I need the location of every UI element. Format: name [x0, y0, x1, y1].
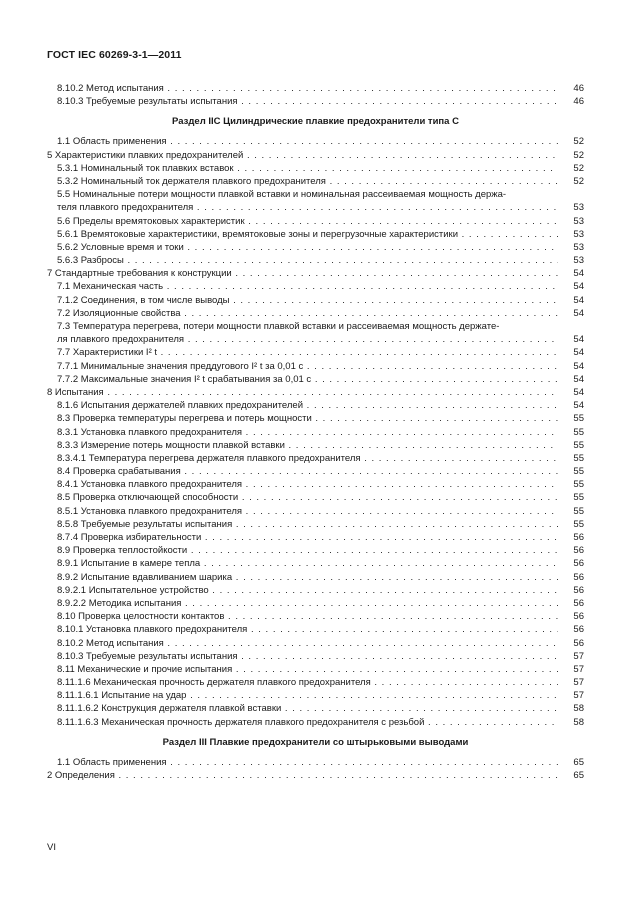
toc-entry[interactable]: [47, 769, 584, 782]
toc-entry-label: 8.5.1 Установка плавкого предохранителя . . .: [57, 505, 558, 518]
toc-entry-label: 8.3.3 Измерение потерь мощности плавкой вставки . . .: [57, 439, 558, 452]
toc-entry[interactable]: [47, 426, 584, 439]
toc-entry[interactable]: [47, 689, 584, 702]
toc-entry[interactable]: [47, 650, 584, 663]
toc-entry-label: 8.9.2.1 Испытательное устройство . . .: [57, 584, 558, 597]
toc-entry-label: 8.9 Проверка теплостойкости . . .: [57, 544, 558, 557]
toc-entry-label: 8.11.1.6 Механическая прочность держателя плавкого предохранителя . . .: [57, 676, 558, 689]
page-number: VI: [47, 842, 56, 853]
toc-entry[interactable]: [47, 557, 584, 570]
toc-entry[interactable]: [47, 360, 584, 373]
toc-entry[interactable]: [47, 716, 584, 729]
toc-entry-page: 58: [558, 702, 584, 715]
toc-entry-label: 8.5 Проверка отключающей способности . . .: [57, 491, 558, 504]
toc-entry-label: 7.3 Температура перегрева, потери мощности плавкой вставки и рассеиваемая мощность держате-: [57, 321, 500, 332]
toc-entry-label: 8.10.2 Метод испытания . . .: [57, 82, 558, 95]
toc-entry-label: 8.5.8 Требуемые результаты испытания . . .: [57, 518, 558, 531]
toc-entry[interactable]: [47, 610, 584, 623]
toc-entry[interactable]: [47, 505, 584, 518]
toc-entry[interactable]: [47, 676, 584, 689]
toc-entry-label: 5.6.2 Условные время и токи . . .: [57, 241, 558, 254]
toc-entry-page: 46: [558, 82, 584, 95]
toc-entry[interactable]: [47, 571, 584, 584]
toc-entry[interactable]: [47, 399, 584, 412]
toc-entry-page: 55: [558, 518, 584, 531]
toc-entry-label: теля плавкого предохранителя . . .: [57, 201, 558, 214]
toc-entry[interactable]: [47, 162, 584, 175]
toc-entry[interactable]: [47, 584, 584, 597]
toc-entry[interactable]: [47, 280, 584, 293]
toc-entry-label: 8.1.6 Испытания держателей плавких предохранителей . . .: [57, 399, 558, 412]
toc-entry-page: 54: [558, 267, 584, 280]
toc-entry-label: 7.2 Изоляционные свойства . . .: [57, 307, 558, 320]
toc-entry-label: 8.3.4.1 Температура перегрева держателя плавкого предохранителя . . .: [57, 452, 558, 465]
toc-entry[interactable]: [47, 241, 584, 254]
toc-entry[interactable]: [47, 201, 584, 214]
toc-entry-page: 46: [558, 95, 584, 108]
toc-entry-page: 57: [558, 650, 584, 663]
toc-entry-label: 5.5 Номинальные потери мощности плавкой вставки и номинальная рассеиваемая мощность держа-: [57, 189, 507, 201]
toc-entry-label: 8.3 Проверка температуры перегрева и потерь мощности . . .: [57, 412, 558, 425]
toc-entry-page: 53: [558, 228, 584, 241]
toc-entry-label: 5.6.1 Времятоковые характеристики, времятоковые зоны и перегрузочные характеристики . . .: [57, 228, 558, 241]
toc-entry[interactable]: [47, 149, 584, 162]
toc-entry-label: 7 Стандартные требования к конструкции . . .: [47, 267, 558, 280]
toc-entry-label: 8.10 Проверка целостности контактов . . .: [57, 610, 558, 623]
toc-entry[interactable]: [47, 175, 584, 188]
toc-entry-page: 52: [558, 149, 584, 162]
toc-entry-page: 52: [558, 162, 584, 175]
document-header: ГОСТ IEC 60269-3-1—2011: [47, 49, 182, 61]
toc-entry-label: 8.10.2 Метод испытания . . .: [57, 637, 558, 650]
toc-entry-page: 56: [558, 571, 584, 584]
toc-entry[interactable]: [47, 531, 584, 544]
toc-entry-page: 55: [558, 412, 584, 425]
toc-entry[interactable]: [47, 135, 584, 148]
toc-entry-label: 8.7.4 Проверка избирательности . . .: [57, 531, 558, 544]
toc-entry-label: 8.3.1 Установка плавкого предохранителя . . .: [57, 426, 558, 439]
toc-entry-page: 58: [558, 716, 584, 729]
toc-entry-page: 53: [558, 254, 584, 267]
section-heading: Раздел IIC Цилиндрические плавкие предохранители типа С: [172, 116, 459, 128]
toc-entry-page: 55: [558, 465, 584, 478]
toc-entry-page: 55: [558, 505, 584, 518]
toc-entry-label: 8 Испытания . . .: [47, 386, 558, 399]
toc-entry-label: 8.10.1 Установка плавкого предохранителя . . .: [57, 623, 558, 636]
toc-entry-page: 53: [558, 201, 584, 214]
toc-entry[interactable]: [47, 756, 584, 769]
toc-entry-page: 54: [558, 399, 584, 412]
toc-entry[interactable]: [47, 215, 584, 228]
toc-entry-page: 57: [558, 663, 584, 676]
toc-entry-label: 8.11.1.6.3 Механическая прочность держателя плавкого предохранителя с резьбой . . .: [57, 716, 558, 729]
toc-entry-page: 56: [558, 610, 584, 623]
toc-entry-label: ля плавкого предохранителя . . .: [57, 333, 558, 346]
toc-entry-page: 55: [558, 439, 584, 452]
toc-entry[interactable]: [47, 267, 584, 280]
toc-entry-page: 54: [558, 373, 584, 386]
toc-entry-label: 1.1 Область применения . . .: [57, 756, 558, 769]
toc-entry[interactable]: [47, 294, 584, 307]
toc-entry-label: 1.1 Область применения . . .: [57, 135, 558, 148]
toc-entry-page: 55: [558, 491, 584, 504]
toc-entry[interactable]: [47, 228, 584, 241]
toc-entry[interactable]: [47, 254, 584, 267]
toc-entry-label: 5.6.3 Разбросы . . .: [57, 254, 558, 267]
toc-entry[interactable]: [47, 320, 584, 333]
toc-entry-page: 54: [558, 346, 584, 359]
toc-entry[interactable]: [47, 637, 584, 650]
table-of-contents: [47, 82, 584, 782]
toc-entry[interactable]: [47, 95, 584, 108]
toc-entry[interactable]: [47, 333, 584, 346]
toc-entry-label: 8.4.1 Установка плавкого предохранителя . . .: [57, 478, 558, 491]
toc-entry-label: 8.9.2.2 Методика испытания . . .: [57, 597, 558, 610]
toc-entry-label: 2 Определения . . .: [47, 769, 558, 782]
toc-entry-page: 55: [558, 478, 584, 491]
toc-entry-label: 5.3.1 Номинальный ток плавких вставок . . .: [57, 162, 558, 175]
toc-entry-page: 52: [558, 175, 584, 188]
toc-entry[interactable]: [47, 478, 584, 491]
toc-entry[interactable]: [47, 412, 584, 425]
toc-entry-page: 56: [558, 557, 584, 570]
toc-entry-label: 7.7.2 Максимальные значения I² t срабатывания за 0,01 с . . .: [57, 373, 558, 386]
toc-entry[interactable]: [47, 439, 584, 452]
toc-entry[interactable]: [47, 346, 584, 359]
toc-entry[interactable]: [47, 465, 584, 478]
toc-entry-page: 53: [558, 241, 584, 254]
toc-entry[interactable]: [47, 597, 584, 610]
toc-entry[interactable]: [47, 623, 584, 636]
toc-entry-label: 5 Характеристики плавких предохранителей . . .: [47, 149, 558, 162]
toc-entry[interactable]: [47, 188, 584, 201]
toc-entry-page: 56: [558, 544, 584, 557]
toc-entry[interactable]: [47, 702, 584, 715]
toc-entry[interactable]: [47, 307, 584, 320]
toc-entry-label: 7.7.1 Минимальные значения преддугового I² t за 0,01 с . . .: [57, 360, 558, 373]
section-heading: Раздел III Плавкие предохранители со штырьковыми выводами: [162, 736, 469, 748]
toc-entry-label: 7.1 Механическая часть . . .: [57, 280, 558, 293]
toc-entry-page: 52: [558, 135, 584, 148]
toc-entry-page: 55: [558, 452, 584, 465]
toc-entry-label: 7.7 Характеристики I² t . . .: [57, 346, 558, 359]
toc-entry-label: 8.9.1 Испытание в камере тепла . . .: [57, 557, 558, 570]
toc-entry-page: 57: [558, 676, 584, 689]
toc-entry-label: 8.10.3 Требуемые результаты испытания . . .: [57, 650, 558, 663]
toc-entry-page: 54: [558, 386, 584, 399]
toc-entry-page: 65: [558, 769, 584, 782]
toc-entry[interactable]: [47, 518, 584, 531]
toc-entry-page: 57: [558, 689, 584, 702]
toc-entry-page: 56: [558, 584, 584, 597]
toc-entry-page: 54: [558, 294, 584, 307]
toc-entry-page: 56: [558, 531, 584, 544]
toc-entry-page: 56: [558, 623, 584, 636]
toc-entry-label: 7.1.2 Соединения, в том числе выводы . . .: [57, 294, 558, 307]
toc-entry-label: 8.10.3 Требуемые результаты испытания . . .: [57, 95, 558, 108]
toc-entry-label: 5.3.2 Номинальный ток держателя плавкого предохранителя . . .: [57, 175, 558, 188]
toc-entry[interactable]: [47, 452, 584, 465]
toc-entry-page: 54: [558, 307, 584, 320]
toc-entry-page: 53: [558, 215, 584, 228]
toc-entry-page: 65: [558, 756, 584, 769]
toc-entry-label: 8.11.1.6.2 Конструкция держателя плавкой вставки . . .: [57, 702, 558, 715]
toc-entry[interactable]: [47, 663, 584, 676]
toc-entry-page: 56: [558, 597, 584, 610]
toc-entry-page: 54: [558, 280, 584, 293]
toc-entry[interactable]: [47, 491, 584, 504]
toc-entry[interactable]: [47, 544, 584, 557]
toc-entry-label: 8.9.2 Испытание вдавливанием шарика . . .: [57, 571, 558, 584]
toc-entry-page: 56: [558, 637, 584, 650]
toc-entry-label: 8.11.1.6.1 Испытание на удар . . .: [57, 689, 558, 702]
toc-entry[interactable]: [47, 373, 584, 386]
toc-entry-page: 54: [558, 333, 584, 346]
toc-entry-label: 8.11 Механические и прочие испытания . . .: [57, 663, 558, 676]
toc-entry-label: 5.6 Пределы времятоковых характеристик . . .: [57, 215, 558, 228]
toc-entry[interactable]: [47, 82, 584, 95]
toc-entry[interactable]: [47, 386, 584, 399]
toc-entry-label: 8.4 Проверка срабатывания . . .: [57, 465, 558, 478]
toc-entry-page: 55: [558, 426, 584, 439]
toc-entry-page: 54: [558, 360, 584, 373]
